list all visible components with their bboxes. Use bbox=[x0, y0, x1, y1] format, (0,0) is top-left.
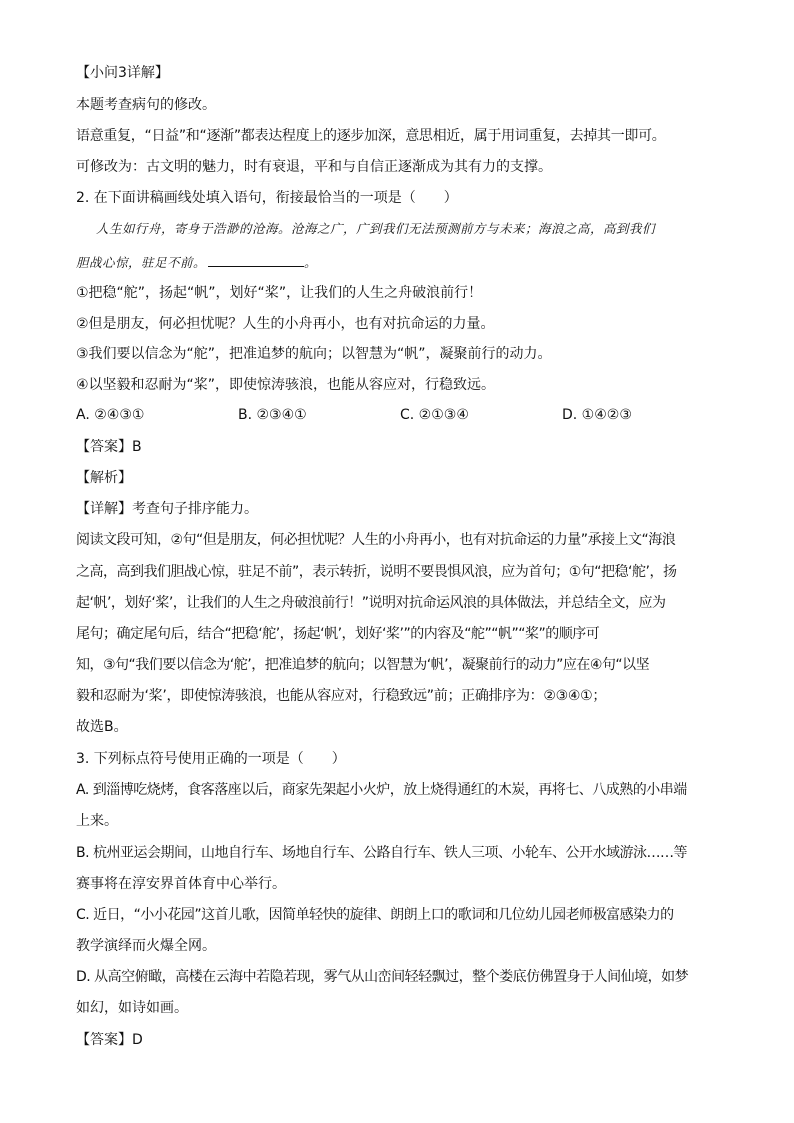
fill-blank bbox=[208, 253, 304, 267]
section-heading: 【小问3详解】 bbox=[76, 65, 169, 81]
paragraph: 可修改为：古文明的魅力，时有衰退，平和与自信正逐渐成为其有力的支撑。 bbox=[76, 159, 552, 175]
passage-line bbox=[76, 253, 317, 272]
paragraph: 本题考查病句的修改。 bbox=[76, 97, 216, 113]
detail-label: 【详解】考查句子排序能力。 bbox=[76, 501, 258, 517]
paragraph: 知，③句“我们要以信念为‘舵’，把准追梦的航向；以智慧为‘帆’，凝聚前行的动力”应在④句“以坚 bbox=[76, 657, 650, 673]
passage-text: 胆战心惊，驻足不前。 bbox=[76, 255, 207, 270]
paragraph: 语意重复，“日益”和“逐渐”都表达程度上的逐步加深，意思相近，属于用词重复，去掉其一即可。 bbox=[76, 128, 666, 144]
choice-d-text: D. 从高空俯瞰，高楼在云海中若隐若现，雾气从山峦间轻轻飘过，整个娄底仿佛置身于人间仙境，如梦 bbox=[76, 969, 689, 985]
answer-label: 【答案】B bbox=[76, 439, 142, 455]
choice-a-text: A. 到淄博吃烧烤，食客落座以后，商家先架起小火炉，放上烧得通红的木炭，再将七、八成熟的小串端 bbox=[76, 782, 687, 798]
paragraph: 尾句；确定尾句后，结合“把稳‘舵’，扬起‘帆’，划好‘桨’”的内容及“舵”“帆”“桨”的顺序可 bbox=[76, 626, 600, 642]
paragraph: 阅读文段可知，②句“但是朋友，何必担忧呢？人生的小舟再小，也有对抗命运的力量”承接上文“海浪 bbox=[76, 532, 676, 548]
passage-text: 。 bbox=[304, 255, 318, 270]
paragraph: 之高，高到我们胆战心惊，驻足不前”，表示转折，说明不要畏惧风浪，应为首句；①句“把稳‘舵’，扬 bbox=[76, 564, 677, 580]
paragraph: 故选B。 bbox=[76, 719, 128, 735]
answer-label: 【答案】D bbox=[76, 1032, 143, 1048]
choice-b-text: B. 杭州亚运会期间，山地自行车、场地自行车、公路自行车、铁人三项、小轮车、公开水域游泳……等 bbox=[76, 845, 688, 861]
choice-a: A. ②④③① bbox=[76, 407, 145, 423]
paragraph: 毅和忍耐为‘桨’，即使惊涛骇浪，也能从容应对，行稳致远”前；正确排序为：②③④①； bbox=[76, 688, 607, 704]
analysis-label: 【解析】 bbox=[76, 470, 132, 486]
sentence-option: ③我们要以信念为“舵”，把准追梦的航向；以智慧为“帆”，凝聚前行的动力。 bbox=[76, 346, 552, 362]
sentence-option: ④以坚毅和忍耐为“桨”，即使惊涛骇浪，也能从容应对，行稳致远。 bbox=[76, 377, 496, 393]
question-stem: 2. 在下面讲稿画线处填入语句，衔接最恰当的一项是（ ） bbox=[76, 190, 458, 206]
choice-d: D. ①④②③ bbox=[562, 407, 632, 423]
paragraph: 起‘帆’，划好‘桨’，让我们的人生之舟破浪前行！”说明对抗命运风浪的具体做法，并总结全文，应为 bbox=[76, 595, 666, 611]
choice-b-text: 赛事将在淳安界首体育中心举行。 bbox=[76, 876, 286, 892]
choice-c-text: C. 近日，“小小花园”这首儿歌，因简单轻快的旋律、朗朗上口的歌词和几位幼儿园老师极富感染力的 bbox=[76, 907, 674, 923]
choice-b: B. ②③④① bbox=[238, 407, 307, 423]
question-stem: 3. 下列标点符号使用正确的一项是（ ） bbox=[76, 751, 346, 767]
choice-c-text: 教学演绎而火爆全网。 bbox=[76, 938, 216, 954]
passage-line: 人生如行舟，寄身于浩渺的沧海。沧海之广，广到我们无法预测前方与未来；海浪之高，高到我们 bbox=[96, 221, 656, 236]
choice-c: C. ②①③④ bbox=[400, 407, 469, 423]
choice-d-text: 如幻，如诗如画。 bbox=[76, 1000, 188, 1016]
sentence-option: ①把稳“舵”，扬起“帆”，划好“桨”，让我们的人生之舟破浪前行！ bbox=[76, 285, 483, 301]
sentence-option: ②但是朋友，何必担忧呢？人生的小舟再小，也有对抗命运的力量。 bbox=[76, 316, 495, 332]
choice-a-text: 上来。 bbox=[76, 813, 118, 829]
